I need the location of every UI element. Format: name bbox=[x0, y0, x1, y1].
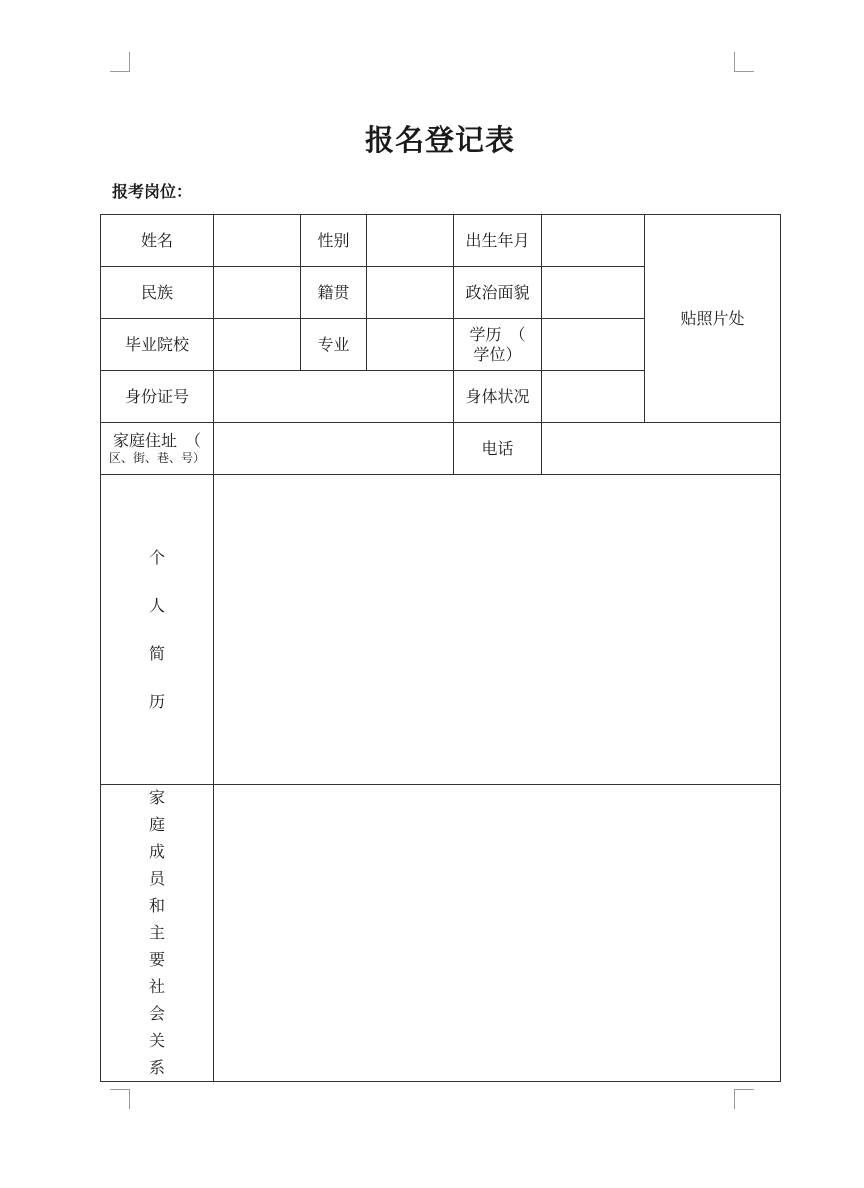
family-char: 要 bbox=[148, 950, 165, 969]
corner-mark-top-right bbox=[734, 52, 754, 72]
family-char: 员 bbox=[148, 869, 165, 888]
label-health: 身体状况 bbox=[453, 370, 542, 423]
family-char: 会 bbox=[148, 1004, 165, 1023]
native-place-field[interactable] bbox=[366, 266, 454, 319]
resume-char: 人 bbox=[148, 595, 165, 615]
resume-field[interactable] bbox=[213, 474, 781, 785]
label-phone: 电话 bbox=[453, 422, 542, 475]
phone-field[interactable] bbox=[541, 422, 781, 475]
label-birth: 出生年月 bbox=[453, 214, 542, 267]
resume-char: 历 bbox=[148, 691, 165, 711]
label-gender: 性别 bbox=[300, 214, 367, 267]
family-char: 家 bbox=[148, 788, 165, 807]
label-political-status: 政治面貌 bbox=[453, 266, 542, 319]
label-education-line1: 学历 （ bbox=[469, 324, 526, 344]
education-field[interactable] bbox=[541, 318, 645, 371]
label-address bbox=[100, 422, 214, 475]
health-field[interactable] bbox=[541, 370, 645, 423]
family-char: 关 bbox=[148, 1031, 165, 1050]
corner-mark-bottom-right bbox=[734, 1089, 754, 1109]
ethnicity-field[interactable] bbox=[213, 266, 301, 319]
gender-field[interactable] bbox=[366, 214, 454, 267]
label-education-line2: 学位） bbox=[473, 344, 522, 364]
resume-char: 个 bbox=[148, 547, 165, 567]
label-native-place: 籍贯 bbox=[300, 266, 367, 319]
id-number-field[interactable] bbox=[213, 370, 454, 423]
photo-area[interactable]: 贴照片处 bbox=[644, 214, 781, 423]
label-address-line2: 区、街、巷、号） bbox=[108, 451, 205, 465]
label-education bbox=[453, 318, 542, 371]
political-status-field[interactable] bbox=[541, 266, 645, 319]
school-field[interactable] bbox=[213, 318, 301, 371]
label-family-relations bbox=[100, 784, 214, 1082]
corner-mark-bottom-left bbox=[110, 1089, 130, 1109]
family-char: 成 bbox=[148, 842, 165, 861]
form-title: 报名登记表 bbox=[364, 123, 515, 157]
position-label: 报考岗位： bbox=[112, 182, 193, 201]
family-char: 和 bbox=[148, 896, 165, 915]
corner-mark-top-left bbox=[110, 52, 130, 72]
resume-char: 简 bbox=[148, 643, 165, 663]
family-char: 系 bbox=[148, 1058, 165, 1077]
family-char: 社 bbox=[148, 977, 165, 996]
label-ethnicity: 民族 bbox=[100, 266, 214, 319]
label-major: 专业 bbox=[300, 318, 367, 371]
major-field[interactable] bbox=[366, 318, 454, 371]
label-name: 姓名 bbox=[100, 214, 214, 267]
label-resume bbox=[100, 474, 214, 785]
label-address-line1: 家庭住址 （ bbox=[112, 431, 201, 450]
registration-form-table bbox=[100, 214, 781, 1082]
name-field[interactable] bbox=[213, 214, 301, 267]
birth-field[interactable] bbox=[541, 214, 645, 267]
family-char: 庭 bbox=[148, 815, 165, 834]
address-field[interactable] bbox=[213, 422, 454, 475]
family-char: 主 bbox=[148, 923, 165, 942]
label-id-number: 身份证号 bbox=[100, 370, 214, 423]
family-relations-field[interactable] bbox=[213, 784, 781, 1082]
label-school: 毕业院校 bbox=[100, 318, 214, 371]
